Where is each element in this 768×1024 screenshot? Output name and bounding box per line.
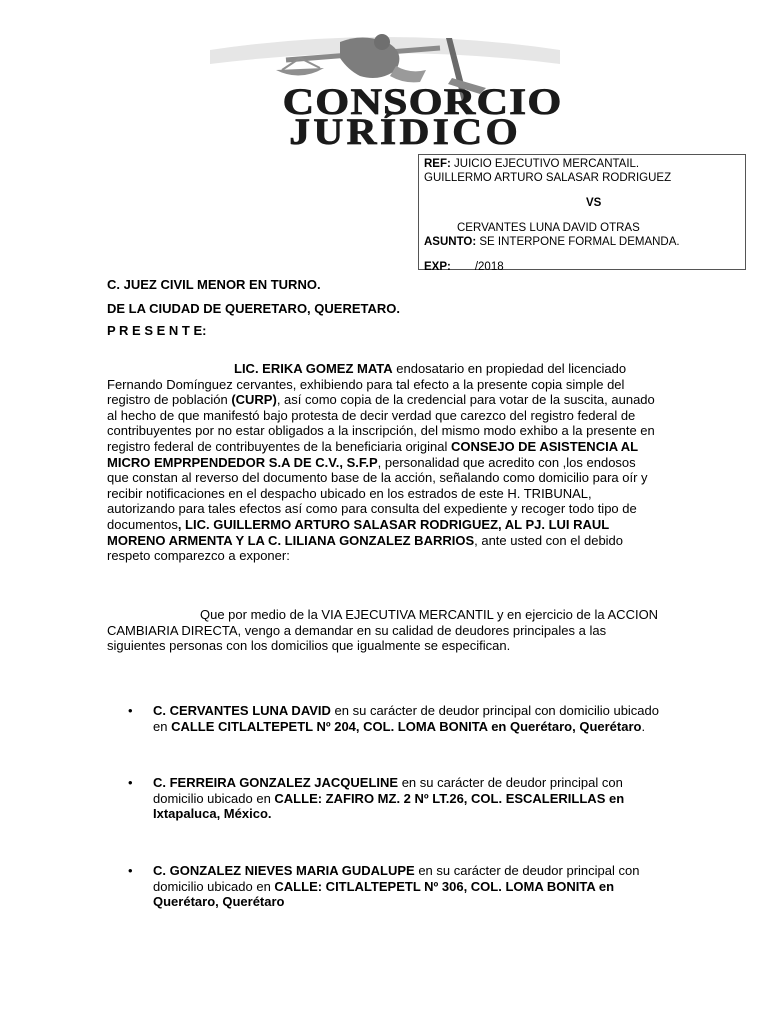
debtor-name: C. CERVANTES LUNA DAVID (153, 703, 331, 718)
debtor-text: en su carácter de deudor principal con domicilio ubicado en (153, 703, 660, 734)
addressee-line3: P R E S E N T E: (107, 323, 207, 338)
debtor-end: . (641, 718, 646, 734)
debtor-item (108, 703, 668, 734)
debtor-item (108, 863, 668, 910)
exp-line (424, 260, 740, 274)
exp-value: /2018 (474, 261, 504, 273)
intro-text-1: endosatario en propiedad del licenciado Fernando Domínguez cervantes, exhibiendo para tal efecto a la presente copia simple del registro de población (107, 361, 627, 408)
debtor-text: en su carácter de deudor principal con domicilio ubicado en (153, 862, 640, 894)
debtor-address: CALLE CITLALTEPETL Nº 204, COL. LOMA BONITA en Querétaro, Querétaro (171, 718, 642, 734)
asunto-value: SE INTERPONE FORMAL DEMANDA. (476, 236, 680, 248)
curp-label: (CURP) (231, 392, 277, 408)
defendants-name: CERVANTES LUNA DAVID OTRAS (457, 222, 640, 234)
debtor-address: CALLE: CITLALTEPETL Nº 306, COL. LOMA BONITA en Querétaro, Querétaro (153, 878, 615, 910)
logo-text-line1: CONSORCIO (282, 82, 563, 123)
addressee-line2: DE LA CIUDAD DE QUERETARO, QUERETARO. (107, 301, 400, 316)
debtor-address: CALLE: ZAFIRO MZ. 2 Nº LT.26, COL. ESCALERILLAS en Ixtapaluca, México. (153, 790, 625, 822)
plaintiff-name: GUILLERMO ARTURO SALASAR RODRIGUEZ (424, 172, 672, 184)
asunto-label: ASUNTO: (424, 236, 477, 248)
intro-paragraph (107, 361, 659, 564)
intro-text-4: , ante usted con el debido respeto comparezco a exponer: (107, 532, 624, 564)
debtor-text: en su carácter de deudor principal con domicilio ubicado en (153, 775, 623, 806)
debtor-name: C. FERREIRA GONZALEZ JACQUELINE (153, 775, 399, 791)
intro-text-3: , personalidad que acredito con ,los endosos que constan al reverso del documento base de la acción, señalando como domicilio para oír y recibir notificaciones en el despacho ubicado en los estrados de este H. TRIBUNAL, autorizando para tales efectos así como para consulta del expediente y recoger todo tipo de documentos (107, 454, 648, 532)
addressee-line1: C. JUEZ CIVIL MENOR EN TURNO. (107, 277, 321, 292)
signer-name: LIC. ERIKA GOMEZ MATA (234, 361, 393, 376)
ref-line (424, 157, 740, 171)
intro-text-2: , así como copia de la credencial para votar de la suscita, aunado al hecho de que manifestó bajo protesta de decir verdad que carezco del registro federal de contribuyentes por no estar obligados a la inscripción, del mismo modo exhibo a la presente en registro federal de contribuyentes de la beneficiaria original (107, 392, 655, 454)
exp-label: EXP: (424, 261, 451, 273)
authorized-persons: , LIC. GUILLERMO ARTURO SALASAR RODRIGUEZ, AL PJ. LUI RAUL MORENO ARMENTA Y LA C. LILIANA GONZALEZ BARRIOS (107, 516, 609, 548)
debtors-list (108, 703, 668, 910)
reference-box (418, 154, 746, 273)
bullet-icon: • (128, 862, 133, 878)
debtor-name: C. GONZALEZ NIEVES MARIA GUDALUPE (153, 862, 415, 878)
ref-label: REF: (424, 158, 451, 170)
demand-paragraph: Que por medio de la VIA EJECUTIVA MERCANTIL y en ejercicio de la ACCION CAMBIARIA DIRECTA, vengo a demandar en su calidad de deudores principales a las siguientes personas con los domicilios que igualmente se especifican. (107, 607, 659, 654)
firm-logo (190, 30, 580, 153)
logo-text-line2: JURÍDICO (289, 112, 522, 153)
company-name: CONSEJO DE ASISTENCIA AL MICRO EMPRPENDEDOR S.A DE C.V., S.F.P (107, 438, 638, 470)
ref-value: JUICIO EJECUTIVO MERCANTAIL. (450, 158, 640, 170)
debtor-item (108, 775, 668, 822)
bullet-icon: • (128, 703, 133, 718)
versus-label: VS (586, 197, 602, 209)
asunto-line (424, 235, 740, 249)
bullet-icon: • (128, 775, 133, 791)
